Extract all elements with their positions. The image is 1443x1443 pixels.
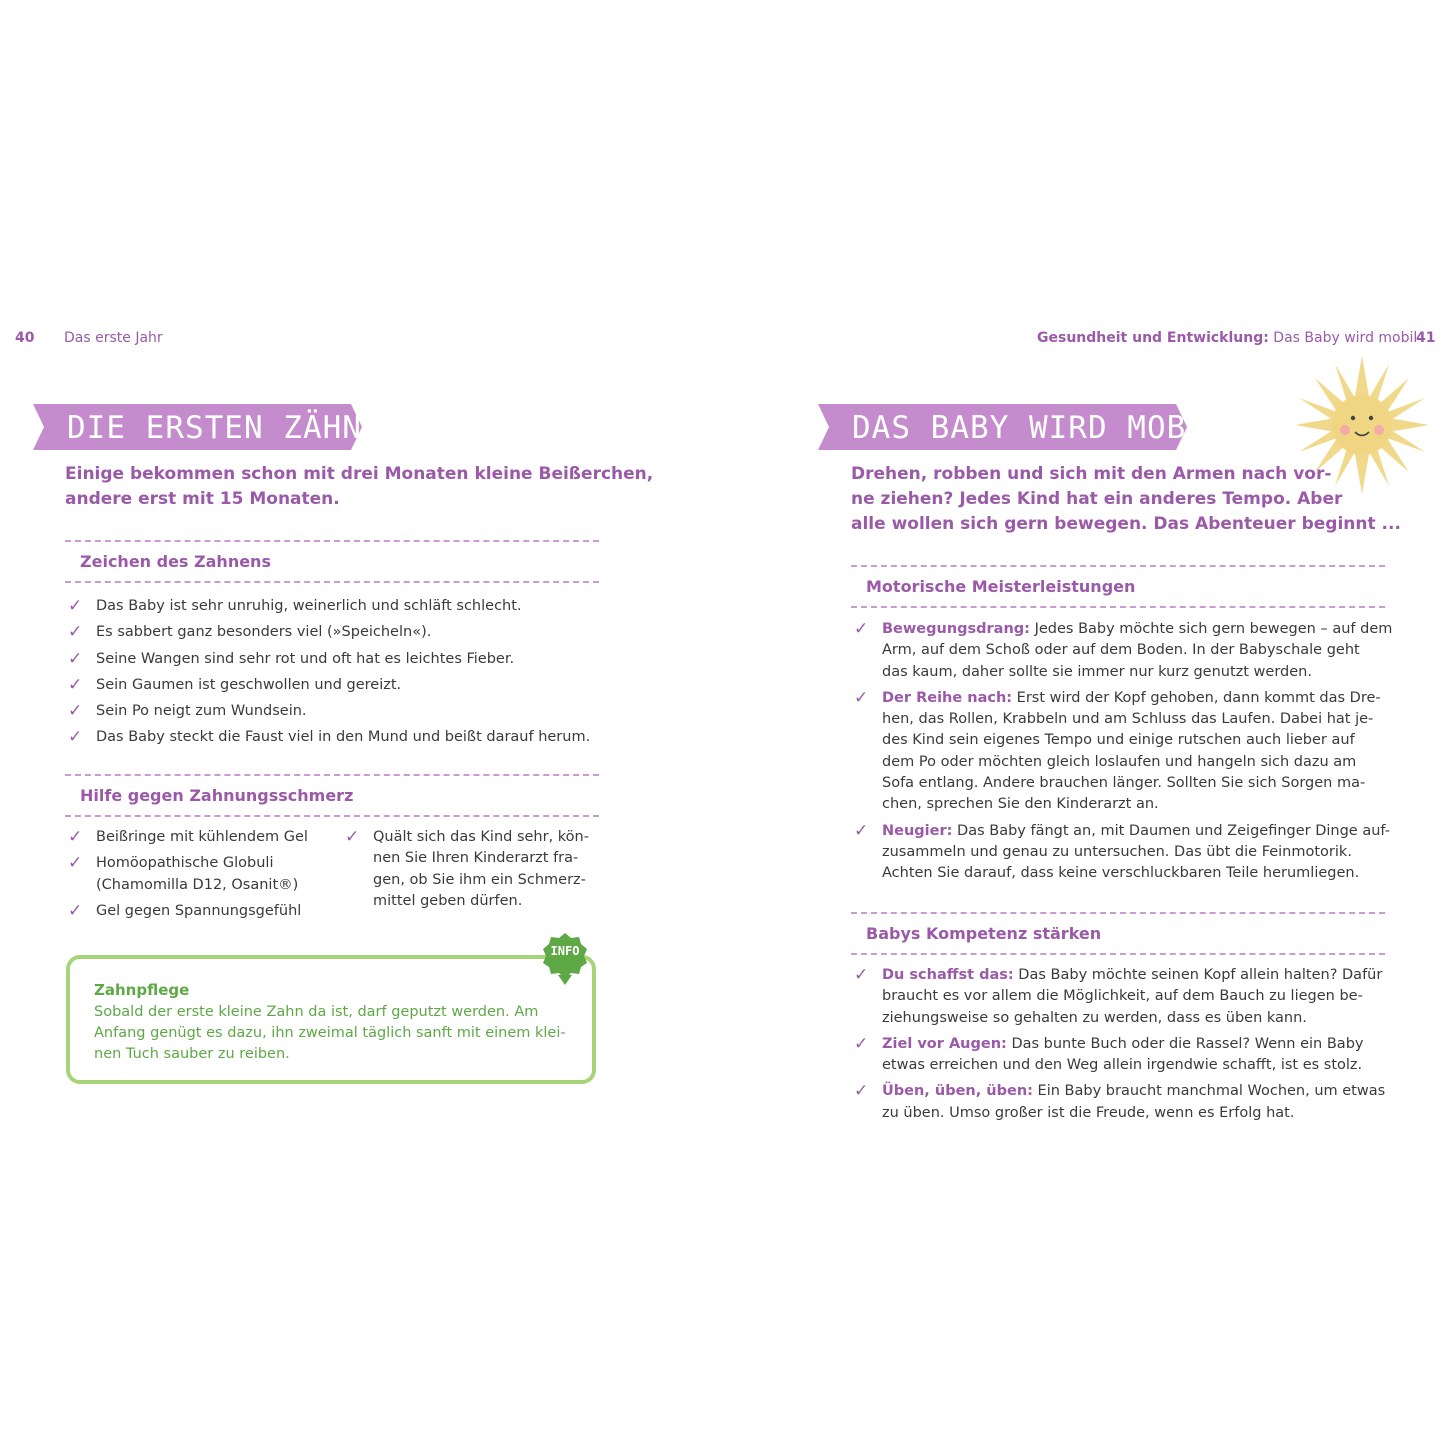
item-text: chen, sprechen Sie den Kinderarzt an. <box>882 796 1159 813</box>
info-badge-label: INFO <box>550 944 580 958</box>
item-text: hen, das Rollen, Krabbeln und am Schluss das Laufen. Dabei hat je- <box>882 711 1374 728</box>
list-item <box>851 1034 1385 1077</box>
check-icon: ✓ <box>68 674 83 695</box>
info-line: Sobald der erste kleine Zahn da ist, darf geputzt werden. Am <box>94 1004 539 1020</box>
item-text: das kaum, daher sollte sie immer nur kurz genutzt werden. <box>882 663 1312 680</box>
item-text: Quält sich das Kind sehr, kön- <box>373 829 589 845</box>
banner-title-left: DIE ERSTEN ZÄHNE <box>67 410 382 446</box>
item-text: Es sabbert ganz besonders viel (»Speicheln«). <box>96 624 432 641</box>
item-lead: Der Reihe nach: <box>882 689 1013 706</box>
item-text: gen, ob Sie ihm ein Schmerz- <box>373 871 586 888</box>
list-item <box>65 827 308 848</box>
item-text: Ein Baby braucht manchmal Wochen, um etwas <box>1032 1083 1386 1100</box>
list-item <box>65 698 590 724</box>
check-icon: ✓ <box>68 701 83 722</box>
info-text <box>94 1002 566 1065</box>
banner-right <box>818 404 1226 450</box>
item-text: nen Sie Ihren Kinderarzt fra- <box>373 850 579 867</box>
item-lead: Neugier: <box>882 822 953 839</box>
section-teething-signs <box>65 540 599 583</box>
item-text: Sein Po neigt zum Wundsein. <box>96 703 307 720</box>
item-text: Arm, auf dem Schoß oder auf dem Boden. In der Babyschale geht <box>882 642 1360 659</box>
item-line <box>882 619 1392 640</box>
item-line <box>882 688 1392 709</box>
check-icon: ✓ <box>68 853 83 874</box>
section-title: Zeichen des Zahnens <box>80 552 271 571</box>
check-icon: ✓ <box>854 1033 869 1054</box>
item-text: (Chamomilla D12, Osanit®) <box>96 876 299 893</box>
item-text: Erst wird der Kopf gehoben, dann kommt das Dre- <box>1012 689 1381 706</box>
intro-left-line: andere erst mit 15 Monaten. <box>65 489 340 509</box>
item-line <box>882 1034 1385 1055</box>
info-line: nen Tuch sauber zu reiben. <box>94 1046 290 1062</box>
running-head-right-rest: Das Baby wird mobil <box>1268 330 1418 346</box>
list-item <box>65 593 590 619</box>
list-item <box>851 821 1392 885</box>
teething-help-list-col1 <box>65 827 308 922</box>
item-lead: Ziel vor Augen: <box>882 1035 1007 1052</box>
item-text: Homöopathische Globuli <box>96 855 274 872</box>
item-text: dem Po oder möchten gleich loslaufen und hangeln sich dazu am <box>882 753 1357 770</box>
check-icon: ✓ <box>854 687 869 708</box>
item-text: Gel gegen Spannungsgefühl <box>96 902 302 919</box>
list-item <box>851 688 1392 816</box>
intro-left-line: Einige bekommen schon mit drei Monaten kleine Beißerchen, <box>65 464 654 484</box>
running-head-right-bold: Gesundheit und Entwicklung: <box>1037 330 1269 346</box>
info-badge-icon <box>543 933 587 985</box>
check-icon: ✓ <box>68 827 83 847</box>
motor-skills-list <box>851 619 1392 885</box>
list-item <box>851 965 1385 1029</box>
running-head-right <box>1037 330 1417 346</box>
teething-help-list-col2 <box>342 827 589 912</box>
item-text: mittel geben dürfen. <box>373 892 523 909</box>
competence-list <box>851 965 1385 1124</box>
section-title: Hilfe gegen Zahnungsschmerz <box>80 786 354 805</box>
teething-signs-list <box>65 593 590 751</box>
item-text: zu üben. Umso großer ist die Freude, wenn es Erfolg hat. <box>882 1104 1295 1121</box>
list-item <box>851 619 1392 683</box>
info-badge <box>543 933 587 985</box>
list-item <box>65 619 590 645</box>
intro-right <box>851 462 1401 537</box>
check-icon: ✓ <box>68 596 83 616</box>
item-text: des Kind sein eigenes Tempo und einige rutschen auch lieber auf <box>882 732 1355 749</box>
info-title: Zahnpflege <box>94 981 190 999</box>
list-item <box>65 646 590 672</box>
check-icon: ✓ <box>854 1081 869 1102</box>
list-item <box>65 724 590 750</box>
item-text: ziehungsweise so gehalten zu werden, dass es üben kann. <box>882 1009 1307 1026</box>
section-competence <box>851 912 1385 955</box>
running-head-left: Das erste Jahr <box>64 330 163 346</box>
item-text: Das Baby ist sehr unruhig, weinerlich und schläft schlecht. <box>96 598 522 614</box>
intro-right-line: Drehen, robben und sich mit den Armen nach vor- <box>851 464 1332 484</box>
section-motor-skills <box>851 565 1385 608</box>
list-item <box>851 1081 1385 1124</box>
banner-title-right: DAS BABY WIRD MOBIL <box>852 410 1226 446</box>
item-text: Sofa entlang. Andere brauchen länger. Sollten Sie sich Sorgen ma- <box>882 775 1366 792</box>
item-text: Sein Gaumen ist geschwollen und gereizt. <box>96 676 402 693</box>
item-text: braucht es vor allem die Möglichkeit, auf dem Bauch zu liegen be- <box>882 988 1363 1005</box>
check-icon: ✓ <box>854 619 869 639</box>
item-text: Achten Sie darauf, dass keine verschluckbaren Teile herumliegen. <box>882 865 1360 882</box>
page-number-right: 41 <box>1416 330 1436 346</box>
item-text: Das Baby steckt die Faust viel in den Mund und beißt darauf herum. <box>96 729 591 746</box>
info-box-dental-care <box>66 955 596 1084</box>
item-text: Das Baby fängt an, mit Daumen und Zeigefinger Dinge auf- <box>952 822 1390 839</box>
item-line <box>882 1081 1385 1102</box>
intro-right-line: ne ziehen? Jedes Kind hat ein anderes Tempo. Aber <box>851 489 1343 509</box>
list-item <box>65 672 590 698</box>
banner-left <box>33 404 382 450</box>
info-line: Anfang genügt es dazu, ihn zweimal täglich sanft mit einem klei- <box>94 1025 566 1041</box>
intro-left <box>65 462 653 512</box>
check-icon: ✓ <box>68 648 83 669</box>
section-title: Motorische Meisterleistungen <box>866 577 1136 596</box>
item-lead: Bewegungsdrang: <box>882 621 1030 637</box>
check-icon: ✓ <box>854 820 869 841</box>
item-lead: Üben, üben, üben: <box>882 1083 1033 1100</box>
item-text: Jedes Baby möchte sich gern bewegen – auf dem <box>1029 621 1393 637</box>
check-icon: ✓ <box>68 727 83 748</box>
item-text: Seine Wangen sind sehr rot und oft hat es leichtes Fieber. <box>96 650 515 667</box>
list-item <box>65 853 308 896</box>
check-icon: ✓ <box>68 622 83 643</box>
section-title: Babys Kompetenz stärken <box>866 924 1102 943</box>
item-text: zusammeln und genau zu untersuchen. Das übt die Feinmotorik. <box>882 843 1352 860</box>
check-icon: ✓ <box>345 827 360 847</box>
list-item <box>65 901 308 922</box>
item-lead: Du schaffst das: <box>882 967 1014 983</box>
list-item <box>342 827 589 912</box>
item-text: etwas erreichen und den Weg allein irgendwie schafft, ist es stolz. <box>882 1057 1363 1074</box>
check-icon: ✓ <box>68 900 83 921</box>
item-text: Beißringe mit kühlendem Gel <box>96 829 308 845</box>
check-icon: ✓ <box>854 965 869 985</box>
item-text: Das Baby möchte seinen Kopf allein halten? Dafür <box>1013 967 1383 983</box>
item-line <box>882 821 1392 842</box>
item-line <box>882 965 1385 986</box>
intro-right-line: alle wollen sich gern bewegen. Das Abenteuer beginnt ... <box>851 514 1401 534</box>
section-teething-help <box>65 774 599 817</box>
page-number-left: 40 <box>15 330 35 346</box>
item-text: Das bunte Buch oder die Rassel? Wenn ein Baby <box>1006 1035 1364 1052</box>
